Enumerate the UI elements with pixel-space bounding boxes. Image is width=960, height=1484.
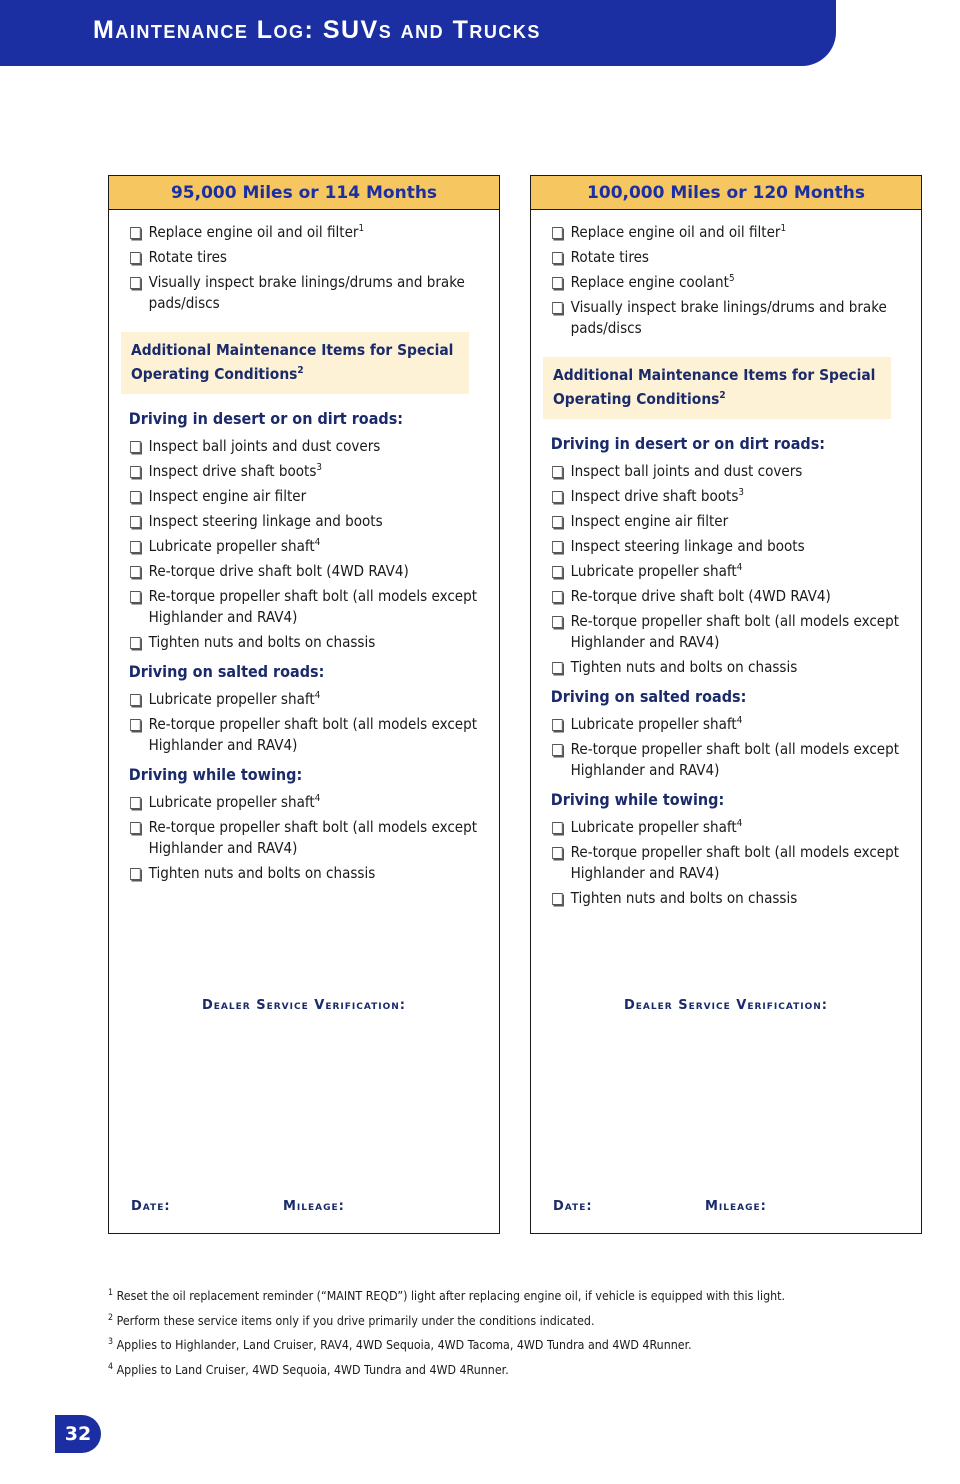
checkbox-icon[interactable] bbox=[552, 744, 563, 756]
checklist-item[interactable]: Re-torque drive shaft bolt (4WD RAV4) bbox=[109, 561, 499, 582]
service-panel-95000 bbox=[108, 175, 500, 1234]
checkbox-icon[interactable] bbox=[130, 252, 141, 264]
footnote: $^2$ Perform these service items only if you drive primarily under the conditions indicated. bbox=[108, 1312, 595, 1328]
checklist-item[interactable]: Re-torque drive shaft bolt (4WD RAV4) bbox=[531, 586, 921, 607]
checkbox-icon[interactable] bbox=[552, 662, 563, 674]
page-number: 32 bbox=[55, 1415, 101, 1453]
checkbox-icon[interactable] bbox=[552, 541, 563, 553]
condition-heading: Driving on salted roads: bbox=[128, 662, 325, 681]
special-conditions-title: Additional Maintenance Items for Special Operating Conditions bbox=[553, 366, 876, 408]
checklist-item[interactable]: Tighten nuts and bolts on chassis bbox=[109, 632, 499, 653]
checkbox-icon[interactable] bbox=[552, 302, 563, 314]
checkbox-icon[interactable] bbox=[130, 868, 141, 880]
checkbox-icon[interactable] bbox=[552, 252, 563, 264]
condition-heading: Driving while towing: bbox=[128, 765, 303, 784]
date-label: Date: bbox=[553, 1199, 593, 1214]
checklist-item[interactable]: Inspect steering linkage and boots bbox=[531, 536, 921, 557]
checklist-item[interactable]: Re-torque propeller shaft bolt (all models except Highlander and RAV4) bbox=[109, 714, 499, 756]
checklist-item[interactable]: Re-torque propeller shaft bolt (all models except Highlander and RAV4) bbox=[531, 842, 921, 884]
checkbox-icon[interactable] bbox=[552, 591, 563, 603]
checklist-item[interactable]: Replace engine coolant$^5$ bbox=[531, 272, 921, 293]
checklist-item[interactable]: Tighten nuts and bolts on chassis bbox=[531, 888, 921, 909]
special-conditions-box: Additional Maintenance Items for Special Operating Conditions$^2$ bbox=[543, 357, 891, 419]
footnotes bbox=[108, 1284, 830, 1382]
checkbox-icon[interactable] bbox=[130, 637, 141, 649]
checklist-item[interactable]: Replace engine oil and oil filter$^1$ bbox=[109, 222, 499, 243]
checkbox-icon[interactable] bbox=[552, 491, 563, 503]
checkbox-icon[interactable] bbox=[552, 227, 563, 239]
checklist-item[interactable]: Inspect drive shaft boots$^3$ bbox=[531, 486, 921, 507]
checklist-item[interactable]: Inspect engine air filter bbox=[109, 486, 499, 507]
dealer-verification-label: Dealer Service Verification: bbox=[623, 998, 828, 1013]
checkbox-icon[interactable] bbox=[130, 441, 141, 453]
special-conditions-title: Additional Maintenance Items for Special Operating Conditions bbox=[131, 341, 454, 383]
footnote: $^4$ Applies to Land Cruiser, 4WD Sequoia, 4WD Tundra and 4WD 4Runner. bbox=[108, 1361, 509, 1377]
checkbox-icon[interactable] bbox=[552, 616, 563, 628]
condition-heading: Driving on salted roads: bbox=[550, 687, 747, 706]
checkbox-icon[interactable] bbox=[552, 893, 563, 905]
checkbox-icon[interactable] bbox=[130, 491, 141, 503]
service-panel-100000 bbox=[530, 175, 922, 1234]
date-label: Date: bbox=[131, 1199, 171, 1214]
checkbox-icon[interactable] bbox=[552, 847, 563, 859]
page-title: Maintenance Log: SUVs and Trucks bbox=[93, 16, 541, 44]
checklist-item[interactable]: Tighten nuts and bolts on chassis bbox=[109, 863, 499, 884]
checklist-item[interactable]: Re-torque propeller shaft bolt (all models except Highlander and RAV4) bbox=[109, 817, 499, 859]
checkbox-icon[interactable] bbox=[130, 541, 141, 553]
checkbox-icon[interactable] bbox=[130, 227, 141, 239]
mileage-label: Mileage: bbox=[705, 1199, 767, 1214]
condition-heading: Driving while towing: bbox=[550, 790, 725, 809]
checklist-item[interactable]: Inspect steering linkage and boots bbox=[109, 511, 499, 532]
checklist-item[interactable]: Lubricate propeller shaft$^4$ bbox=[109, 792, 499, 813]
checklist-item[interactable]: Replace engine oil and oil filter$^1$ bbox=[531, 222, 921, 243]
checklist-item[interactable]: Visually inspect brake linings/drums and brake pads/discs bbox=[109, 272, 499, 314]
checklist-item[interactable]: Inspect engine air filter bbox=[531, 511, 921, 532]
checklist-item[interactable]: Inspect ball joints and dust covers bbox=[531, 461, 921, 482]
footnote: $^1$ Reset the oil replacement reminder (“MAINT REQD”) light after replacing engine oil, if vehicle is equipped with this light. bbox=[108, 1287, 786, 1303]
special-conditions-box: Additional Maintenance Items for Special Operating Conditions$^2$ bbox=[121, 332, 469, 394]
panel-title: 100,000 Miles or 120 Months bbox=[531, 176, 921, 210]
checkbox-icon[interactable] bbox=[552, 466, 563, 478]
mileage-label: Mileage: bbox=[283, 1199, 345, 1214]
checkbox-icon[interactable] bbox=[130, 466, 141, 478]
panel-title: 95,000 Miles or 114 Months bbox=[109, 176, 499, 210]
checklist-item[interactable]: Lubricate propeller shaft$^4$ bbox=[531, 817, 921, 838]
checkbox-icon[interactable] bbox=[552, 566, 563, 578]
checklist-item[interactable]: Lubricate propeller shaft$^4$ bbox=[109, 689, 499, 710]
checklist-item[interactable]: Re-torque propeller shaft bolt (all models except Highlander and RAV4) bbox=[531, 611, 921, 653]
footnote: $^3$ Applies to Highlander, Land Cruiser, RAV4, 4WD Sequoia, 4WD Tacoma, 4WD Tundra and 4WD 4Runner. bbox=[108, 1336, 692, 1352]
checkbox-icon[interactable] bbox=[552, 516, 563, 528]
checkbox-icon[interactable] bbox=[130, 719, 141, 731]
checklist-item[interactable]: Re-torque propeller shaft bolt (all models except Highlander and RAV4) bbox=[109, 586, 499, 628]
checkbox-icon[interactable] bbox=[130, 566, 141, 578]
checklist-item[interactable]: Re-torque propeller shaft bolt (all models except Highlander and RAV4) bbox=[531, 739, 921, 781]
checkbox-icon[interactable] bbox=[552, 822, 563, 834]
checklist-item[interactable]: Lubricate propeller shaft$^4$ bbox=[531, 561, 921, 582]
checklist-item[interactable]: Lubricate propeller shaft$^4$ bbox=[531, 714, 921, 735]
checkbox-icon[interactable] bbox=[130, 516, 141, 528]
checkbox-icon[interactable] bbox=[552, 719, 563, 731]
checkbox-icon[interactable] bbox=[130, 277, 141, 289]
checkbox-icon[interactable] bbox=[552, 277, 563, 289]
dealer-verification-label: Dealer Service Verification: bbox=[201, 998, 406, 1013]
checkbox-icon[interactable] bbox=[130, 797, 141, 809]
page-banner bbox=[0, 0, 836, 66]
checkbox-icon[interactable] bbox=[130, 591, 141, 603]
checklist-item[interactable]: Inspect drive shaft boots$^3$ bbox=[109, 461, 499, 482]
checklist-item[interactable]: Lubricate propeller shaft$^4$ bbox=[109, 536, 499, 557]
checklist-item[interactable]: Rotate tires bbox=[531, 247, 921, 268]
checkbox-icon[interactable] bbox=[130, 822, 141, 834]
condition-heading: Driving in desert or on dirt roads: bbox=[550, 434, 826, 453]
checklist-item[interactable]: Tighten nuts and bolts on chassis bbox=[531, 657, 921, 678]
checklist-item[interactable]: Rotate tires bbox=[109, 247, 499, 268]
checkbox-icon[interactable] bbox=[130, 694, 141, 706]
checklist-item[interactable]: Inspect ball joints and dust covers bbox=[109, 436, 499, 457]
checklist-item[interactable]: Visually inspect brake linings/drums and brake pads/discs bbox=[531, 297, 921, 339]
condition-heading: Driving in desert or on dirt roads: bbox=[128, 409, 404, 428]
